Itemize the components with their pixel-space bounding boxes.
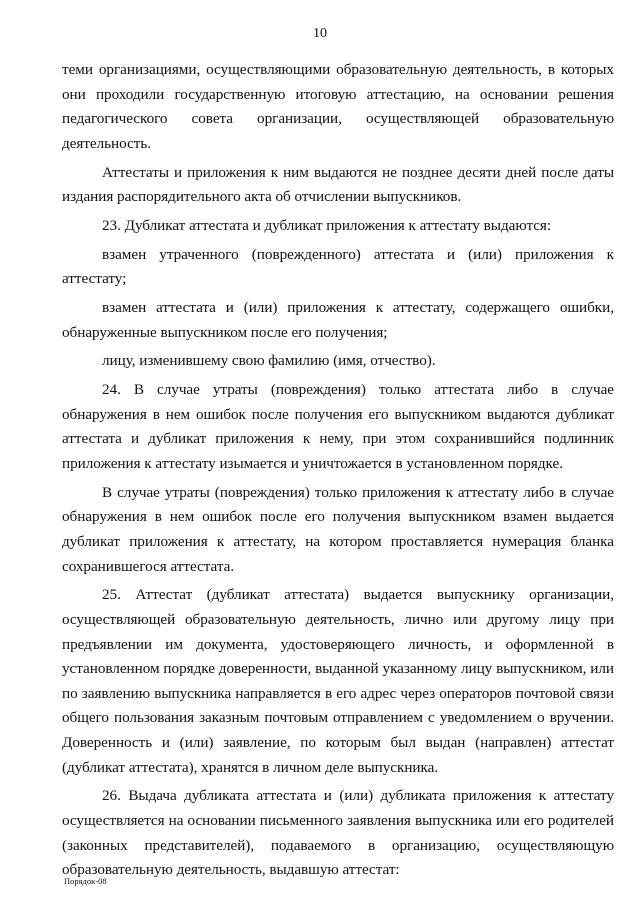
paragraph-item-23: 23. Дубликат аттестата и дубликат приложения к аттестату выдаются: [102,216,552,234]
footer-label: Порядок-08 [64,876,107,886]
page-number: 10 [313,26,327,41]
paragraph-item-23-case-name-change: лицу, изменившему свою фамилию (имя, отчество). [102,352,436,370]
document-body [62,58,614,887]
paragraph-item-25: 25. Аттестат (дубликат аттестата) выдается выпускнику организации, осуществляющей образовательную деятельность, лично или другому лицу при предъявлении им документа, удостоверяющего личность, и оформленной в установленном порядке доверенности, выданной указанному лицу выпускником, или по заявлению выпускника направляется в его адрес через операторов почтовой связи общего пользования заказным почтовым отправлением с уведомлением о вручении. Доверенность и (или) заявление, по которым был выдан (направлен) аттестат (дубликат аттестата), хранятся в личном деле выпускника. [62,586,614,776]
paragraph-item-24: 24. В случае утраты (повреждения) только аттестата либо в случае обнаружения в нем ошибок после получения его выпускником выдаются дубликат аттестата и дубликат приложения к нему, при этом сохранившийся подлинник приложения к аттестату изымается и уничтожается в установленном порядке. [62,381,614,473]
paragraph-issue-deadline: Аттестаты и приложения к ним выдаются не позднее десяти дней после даты издания распорядительного акта об отчислении выпускников. [62,163,614,206]
paragraph-continuation: теми организациями, осуществляющими образовательную деятельность, в которых они проходили государственную итоговую аттестацию, на основании решения педагогического совета организации, осуществляющей образовательную деятельность. [62,61,614,152]
paragraph-item-26: 26. Выдача дубликата аттестата и (или) дубликата приложения к аттестату осуществляется на основании письменного заявления выпускника или его родителей (законных представителей), подаваемого в организацию, осуществляющую образовательную деятельность, выдавшую аттестат: [62,787,614,879]
paragraph-item-24-appendix: В случае утраты (повреждения) только приложения к аттестату либо в случае обнаружения в нем ошибок после его получения выпускником взамен выдается дубликат приложения к аттестату, на котором проставляется нумерация бланка сохранившегося аттестата. [62,483,614,575]
paragraph-item-23-case-errors: взамен аттестата и (или) приложения к аттестату, содержащего ошибки, обнаруженные выпускником после его получения; [62,299,614,341]
paragraph-item-23-case-lost: взамен утраченного (поврежденного) аттестата и (или) приложения к аттестату; [62,245,614,288]
